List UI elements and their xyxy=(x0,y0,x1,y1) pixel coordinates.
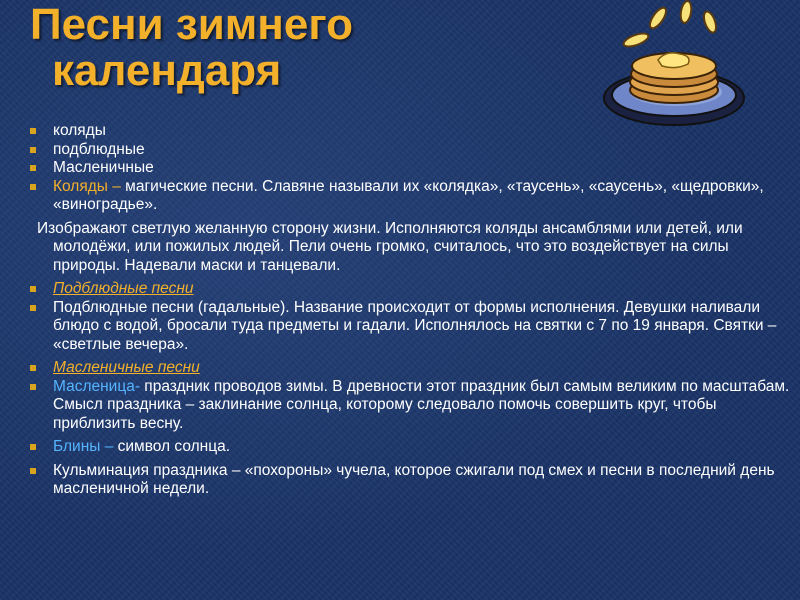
term-bliny: Блины – xyxy=(53,438,114,455)
term-maslenitsa: Масленица- xyxy=(53,377,140,395)
bullet-icon xyxy=(30,286,36,292)
bullet-icon xyxy=(30,305,36,311)
bullet-icon xyxy=(30,128,36,134)
bullet-icon xyxy=(30,365,36,371)
list-item xyxy=(0,359,790,378)
section-heading[interactable]: Подблюдные песни xyxy=(53,280,194,297)
list-item: Подблюдные песни (гадальные). Название происходит от формы исполнения. Девушки наливали блюдо с водой, бросали туда предметы и гадали. Исполнялось на святки с 7 по 19 января. Святки – «светлые вечера». xyxy=(0,299,790,355)
bullet-icon xyxy=(30,147,36,153)
slide-title-line-1: Песни зимнего xyxy=(30,0,353,49)
pancakes-on-plate-icon xyxy=(596,0,756,130)
list-item: Кульминация праздника – «похороны» чучела, которое сжигали под смех и песни в последний день масленичной недели. xyxy=(0,462,790,499)
content-list xyxy=(0,122,790,499)
section-heading[interactable]: Масленичные песни xyxy=(53,359,200,376)
list-item xyxy=(0,280,790,299)
term-koliady: Коляды – xyxy=(53,177,126,195)
list-item: Блины – символ солнца. xyxy=(0,438,790,457)
list-item: подблюдные xyxy=(0,141,790,160)
slide-title-line-2: календаря xyxy=(52,46,282,95)
slide-title xyxy=(30,2,353,94)
list-item: Масленичные xyxy=(0,159,790,178)
bullet-icon xyxy=(30,384,36,390)
list-item: Изображают светлую желанную сторону жизни. Исполняются коляды ансамблями или детей, или молодёжи, или пожилых людей. Пели очень громко, считалось, что это воздействует на силы природы. Надевали маски и танцевали. xyxy=(37,219,743,274)
bullet-icon xyxy=(30,184,36,190)
list-item: Коляды – магические песни. Славяне называли их «колядка», «таусень», «саусень», «щедровки», «виноградье». xyxy=(0,178,790,215)
list-item: Масленица- праздник проводов зимы. В древности этот праздник был самым великим по масштабам. Смысл праздника – заклинание солнца, которому следовало помочь совершить круг, чтобы приблизить весну. xyxy=(0,378,790,434)
list-item: коляды xyxy=(0,122,790,141)
bullet-icon xyxy=(30,165,36,171)
bullet-icon xyxy=(30,444,36,450)
bullet-icon xyxy=(30,468,36,474)
